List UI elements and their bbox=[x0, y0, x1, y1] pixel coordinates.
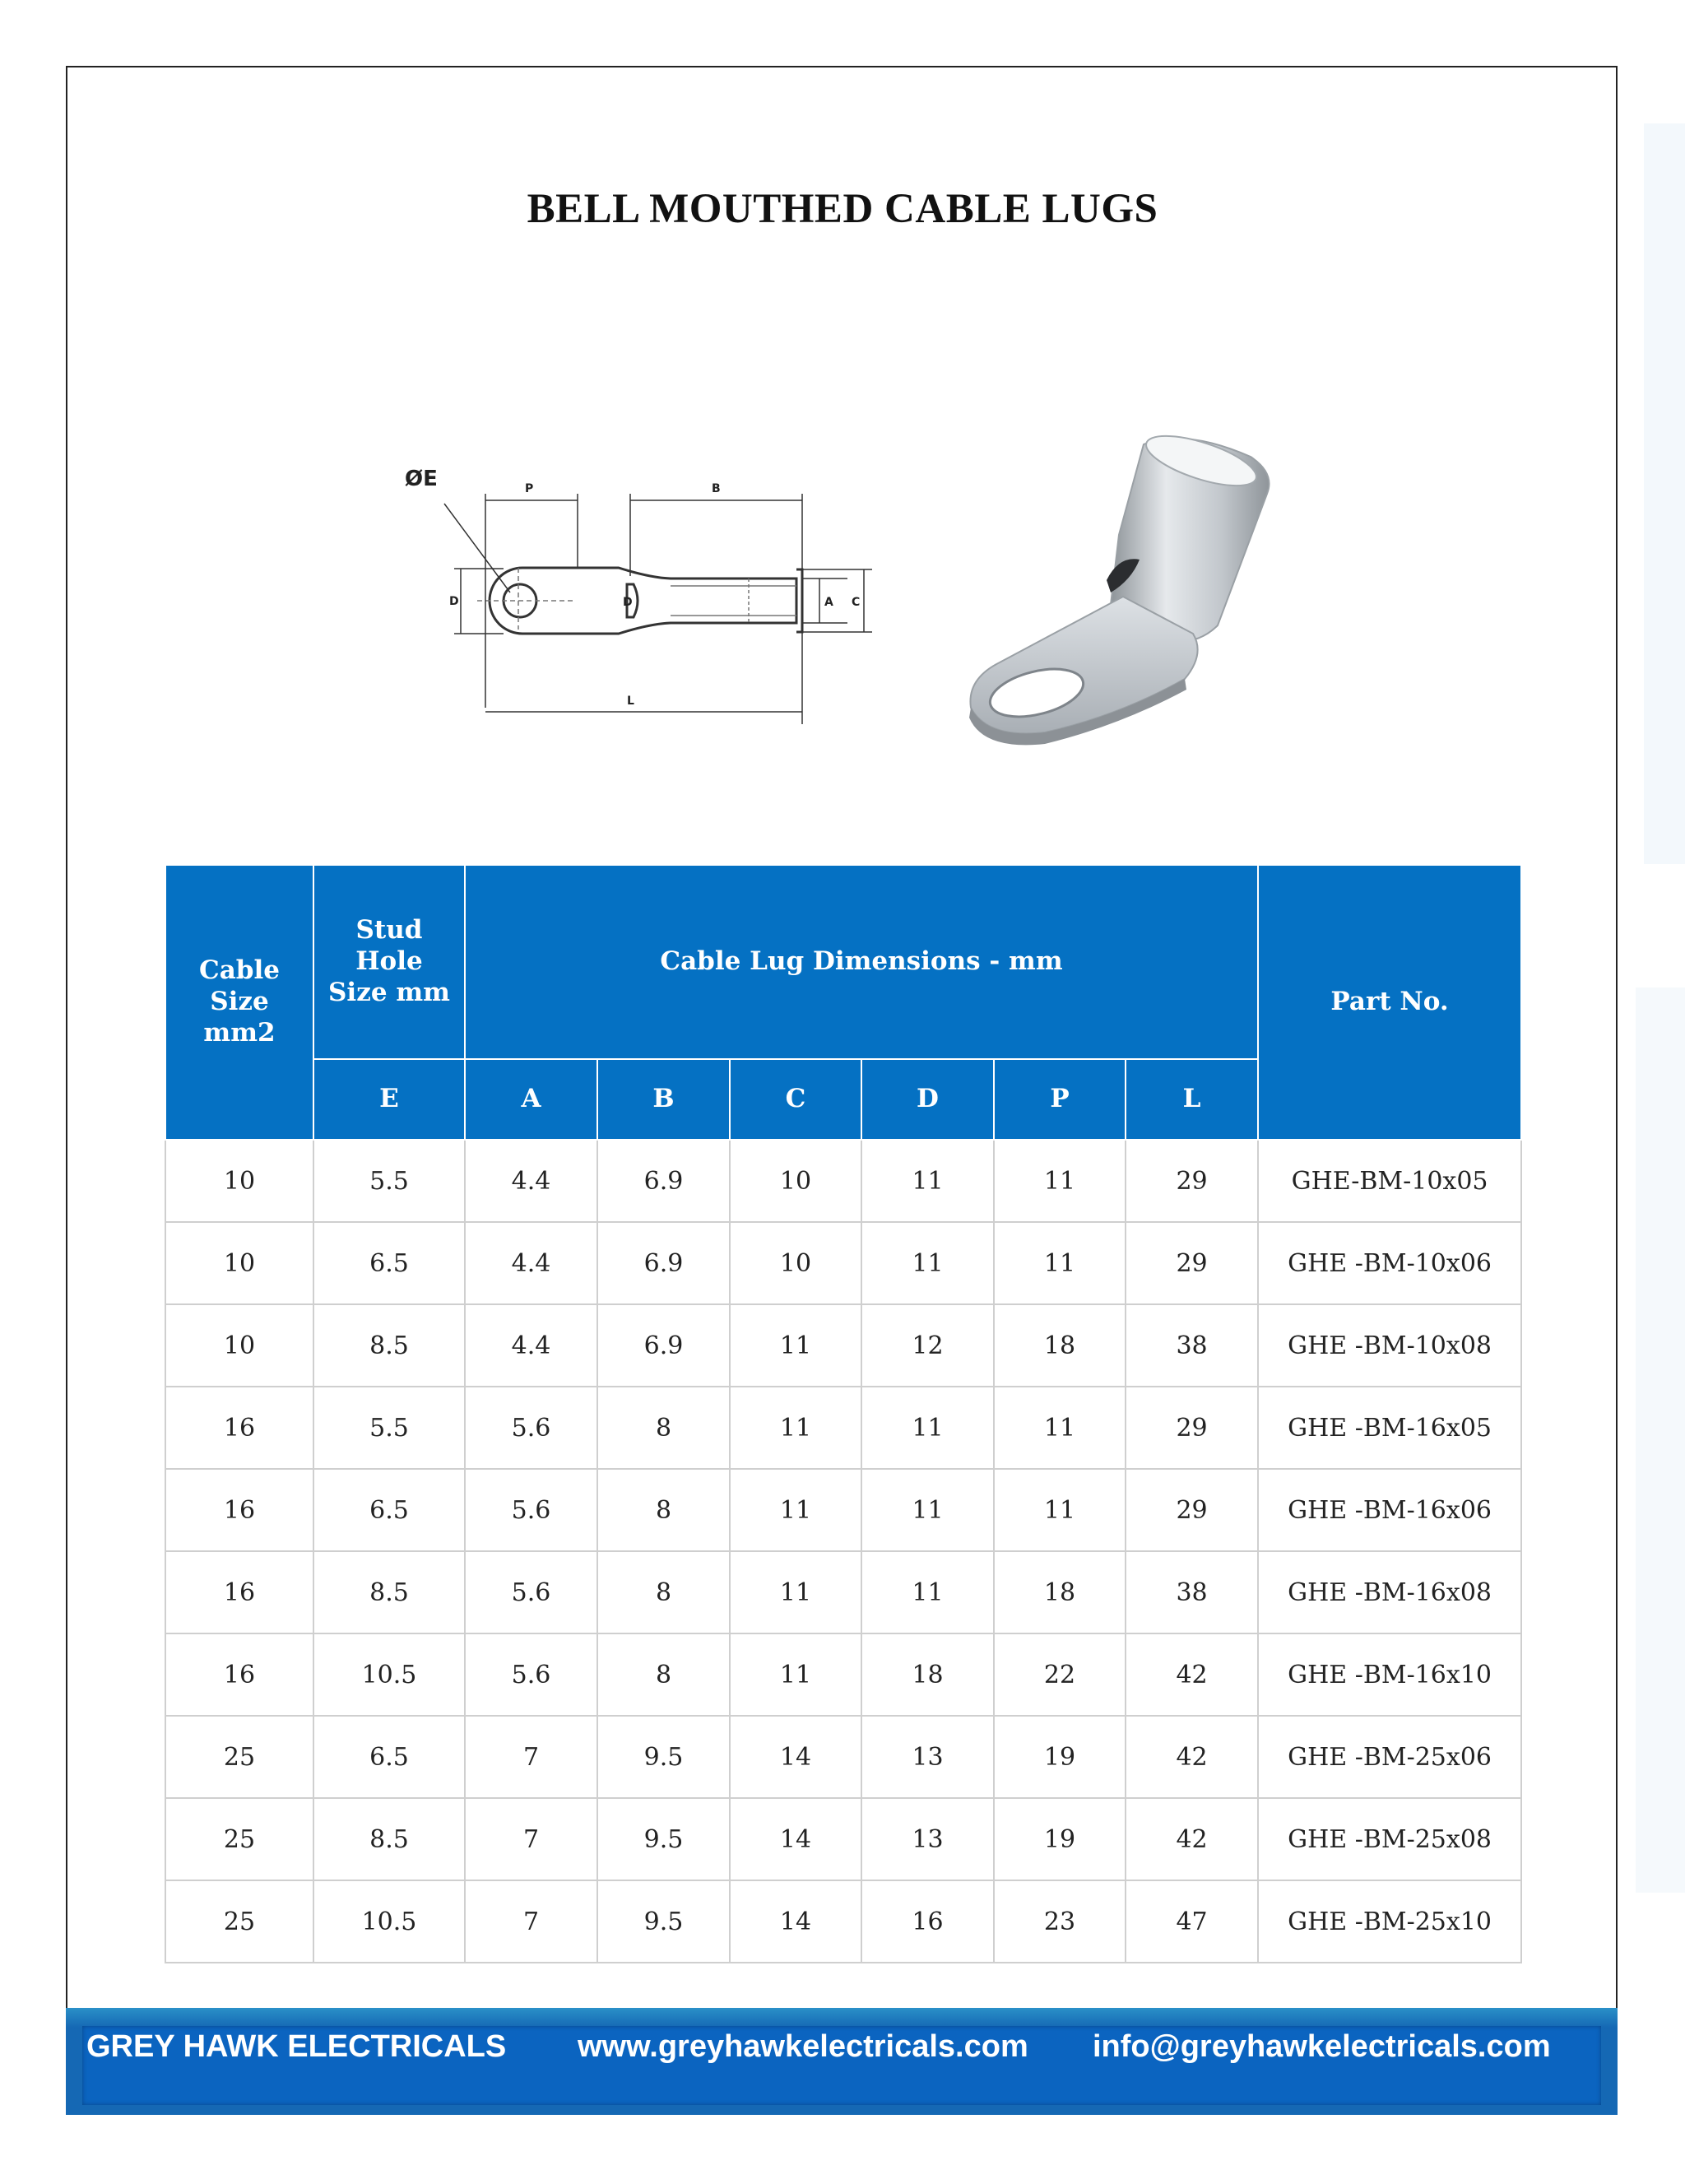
cell-a: 7 bbox=[465, 1798, 597, 1880]
header-c: C bbox=[730, 1059, 861, 1140]
cell-p: 19 bbox=[994, 1716, 1126, 1798]
cell-c: 10 bbox=[730, 1140, 861, 1222]
cell-stud-hole: 10.5 bbox=[313, 1633, 465, 1716]
spec-table bbox=[165, 864, 1522, 1963]
cell-l: 42 bbox=[1126, 1633, 1258, 1716]
cell-d: 11 bbox=[861, 1140, 994, 1222]
label-a: A bbox=[824, 596, 833, 609]
cell-l: 38 bbox=[1126, 1304, 1258, 1387]
table-row bbox=[165, 1798, 1521, 1880]
cell-a: 7 bbox=[465, 1716, 597, 1798]
cell-p: 22 bbox=[994, 1633, 1126, 1716]
cell-part-no: GHE -BM-25x10 bbox=[1258, 1880, 1521, 1963]
cell-part-no: GHE-BM-10x05 bbox=[1258, 1140, 1521, 1222]
cell-cable-size: 10 bbox=[165, 1304, 313, 1387]
cell-l: 29 bbox=[1126, 1469, 1258, 1551]
header-e: E bbox=[313, 1059, 465, 1140]
cell-b: 6.9 bbox=[597, 1140, 730, 1222]
table-row bbox=[165, 1304, 1521, 1387]
table-header-row bbox=[165, 865, 1521, 1059]
lug-dimension-diagram bbox=[387, 461, 880, 732]
cell-cable-size: 16 bbox=[165, 1551, 313, 1633]
label-b: B bbox=[712, 482, 721, 495]
page-title: BELL MOUTHED CABLE LUGS bbox=[527, 186, 1158, 232]
cell-l: 29 bbox=[1126, 1222, 1258, 1304]
cell-stud-hole: 6.5 bbox=[313, 1716, 465, 1798]
cell-b: 8 bbox=[597, 1469, 730, 1551]
cell-c: 14 bbox=[730, 1798, 861, 1880]
cell-cable-size: 16 bbox=[165, 1387, 313, 1469]
lug-product-image bbox=[921, 428, 1300, 757]
cell-l: 42 bbox=[1126, 1798, 1258, 1880]
cell-d: 18 bbox=[861, 1633, 994, 1716]
cell-stud-hole: 8.5 bbox=[313, 1304, 465, 1387]
cell-l: 29 bbox=[1126, 1140, 1258, 1222]
header-cable-size: Cable Size mm2 bbox=[165, 865, 313, 1140]
cell-cable-size: 16 bbox=[165, 1633, 313, 1716]
cell-c: 11 bbox=[730, 1469, 861, 1551]
cell-c: 14 bbox=[730, 1716, 861, 1798]
decorative-stripes bbox=[1636, 0, 1685, 2181]
table-row bbox=[165, 1633, 1521, 1716]
cell-p: 18 bbox=[994, 1304, 1126, 1387]
header-part-no: Part No. bbox=[1258, 865, 1521, 1140]
cell-p: 18 bbox=[994, 1551, 1126, 1633]
cell-d: 12 bbox=[861, 1304, 994, 1387]
cell-d: 11 bbox=[861, 1387, 994, 1469]
cell-d: 11 bbox=[861, 1222, 994, 1304]
cell-b: 6.9 bbox=[597, 1304, 730, 1387]
decorative-stripes-graphic bbox=[1636, 0, 1685, 2181]
table-row bbox=[165, 1716, 1521, 1798]
table-row bbox=[165, 1222, 1521, 1304]
table-row bbox=[165, 1140, 1521, 1222]
header-a: A bbox=[465, 1059, 597, 1140]
header-d: D bbox=[861, 1059, 994, 1140]
cell-c: 11 bbox=[730, 1304, 861, 1387]
header-l: L bbox=[1126, 1059, 1258, 1140]
cell-a: 4.4 bbox=[465, 1222, 597, 1304]
footer-highlight bbox=[66, 2008, 1618, 2028]
cell-d: 13 bbox=[861, 1798, 994, 1880]
cell-d: 11 bbox=[861, 1551, 994, 1633]
cell-a: 7 bbox=[465, 1880, 597, 1963]
cell-part-no: GHE -BM-10x06 bbox=[1258, 1222, 1521, 1304]
cell-b: 6.9 bbox=[597, 1222, 730, 1304]
cell-d: 13 bbox=[861, 1716, 994, 1798]
cell-part-no: GHE -BM-10x08 bbox=[1258, 1304, 1521, 1387]
header-dimensions: Cable Lug Dimensions - mm bbox=[465, 865, 1258, 1059]
table-row bbox=[165, 1880, 1521, 1963]
cell-c: 14 bbox=[730, 1880, 861, 1963]
cell-part-no: GHE -BM-16x06 bbox=[1258, 1469, 1521, 1551]
cell-p: 11 bbox=[994, 1469, 1126, 1551]
cell-stud-hole: 5.5 bbox=[313, 1387, 465, 1469]
cell-p: 19 bbox=[994, 1798, 1126, 1880]
cell-d: 16 bbox=[861, 1880, 994, 1963]
label-p: P bbox=[525, 482, 534, 495]
cell-a: 5.6 bbox=[465, 1551, 597, 1633]
cell-part-no: GHE -BM-16x08 bbox=[1258, 1551, 1521, 1633]
cell-cable-size: 25 bbox=[165, 1716, 313, 1798]
cell-part-no: GHE -BM-25x06 bbox=[1258, 1716, 1521, 1798]
cell-b: 9.5 bbox=[597, 1880, 730, 1963]
cell-l: 47 bbox=[1126, 1880, 1258, 1963]
cell-p: 11 bbox=[994, 1140, 1126, 1222]
label-e: ØE bbox=[405, 467, 438, 491]
cell-cable-size: 16 bbox=[165, 1469, 313, 1551]
cell-a: 5.6 bbox=[465, 1469, 597, 1551]
cell-stud-hole: 6.5 bbox=[313, 1469, 465, 1551]
table-row bbox=[165, 1387, 1521, 1469]
cell-b: 9.5 bbox=[597, 1716, 730, 1798]
cell-a: 4.4 bbox=[465, 1304, 597, 1387]
cell-l: 29 bbox=[1126, 1387, 1258, 1469]
header-stud-hole: Stud Hole Size mm bbox=[313, 865, 465, 1059]
label-d-inner: D bbox=[623, 596, 633, 609]
cell-stud-hole: 5.5 bbox=[313, 1140, 465, 1222]
cell-p: 11 bbox=[994, 1387, 1126, 1469]
header-b: B bbox=[597, 1059, 730, 1140]
cell-a: 5.6 bbox=[465, 1633, 597, 1716]
cell-a: 4.4 bbox=[465, 1140, 597, 1222]
label-c: C bbox=[852, 596, 861, 609]
cell-stud-hole: 8.5 bbox=[313, 1551, 465, 1633]
cell-cable-size: 10 bbox=[165, 1140, 313, 1222]
label-d: D bbox=[449, 595, 459, 608]
cell-part-no: GHE -BM-16x10 bbox=[1258, 1633, 1521, 1716]
table-body bbox=[165, 1140, 1521, 1963]
cell-c: 11 bbox=[730, 1633, 861, 1716]
cell-c: 11 bbox=[730, 1387, 861, 1469]
cell-l: 42 bbox=[1126, 1716, 1258, 1798]
cell-b: 8 bbox=[597, 1551, 730, 1633]
cell-stud-hole: 10.5 bbox=[313, 1880, 465, 1963]
cell-b: 9.5 bbox=[597, 1798, 730, 1880]
cell-l: 38 bbox=[1126, 1551, 1258, 1633]
cell-part-no: GHE -BM-16x05 bbox=[1258, 1387, 1521, 1469]
footer-email-link[interactable]: info@greyhawkelectricals.com bbox=[1093, 2029, 1551, 2064]
cell-cable-size: 25 bbox=[165, 1798, 313, 1880]
cell-a: 5.6 bbox=[465, 1387, 597, 1469]
table-row bbox=[165, 1551, 1521, 1633]
lug-product-svg bbox=[921, 428, 1300, 757]
cell-cable-size: 25 bbox=[165, 1880, 313, 1963]
cell-p: 23 bbox=[994, 1880, 1126, 1963]
footer-website-link[interactable]: www.greyhawkelectricals.com bbox=[578, 2029, 1028, 2064]
label-l: L bbox=[627, 695, 634, 708]
cell-part-no: GHE -BM-25x08 bbox=[1258, 1798, 1521, 1880]
cell-c: 11 bbox=[730, 1551, 861, 1633]
cell-stud-hole: 6.5 bbox=[313, 1222, 465, 1304]
cell-d: 11 bbox=[861, 1469, 994, 1551]
cell-p: 11 bbox=[994, 1222, 1126, 1304]
cell-stud-hole: 8.5 bbox=[313, 1798, 465, 1880]
cell-cable-size: 10 bbox=[165, 1222, 313, 1304]
cell-b: 8 bbox=[597, 1633, 730, 1716]
cell-b: 8 bbox=[597, 1387, 730, 1469]
lug-diagram-svg bbox=[387, 461, 880, 732]
footer-company-name: GREY HAWK ELECTRICALS bbox=[86, 2029, 507, 2064]
header-p: P bbox=[994, 1059, 1126, 1140]
cell-c: 10 bbox=[730, 1222, 861, 1304]
table-row bbox=[165, 1469, 1521, 1551]
